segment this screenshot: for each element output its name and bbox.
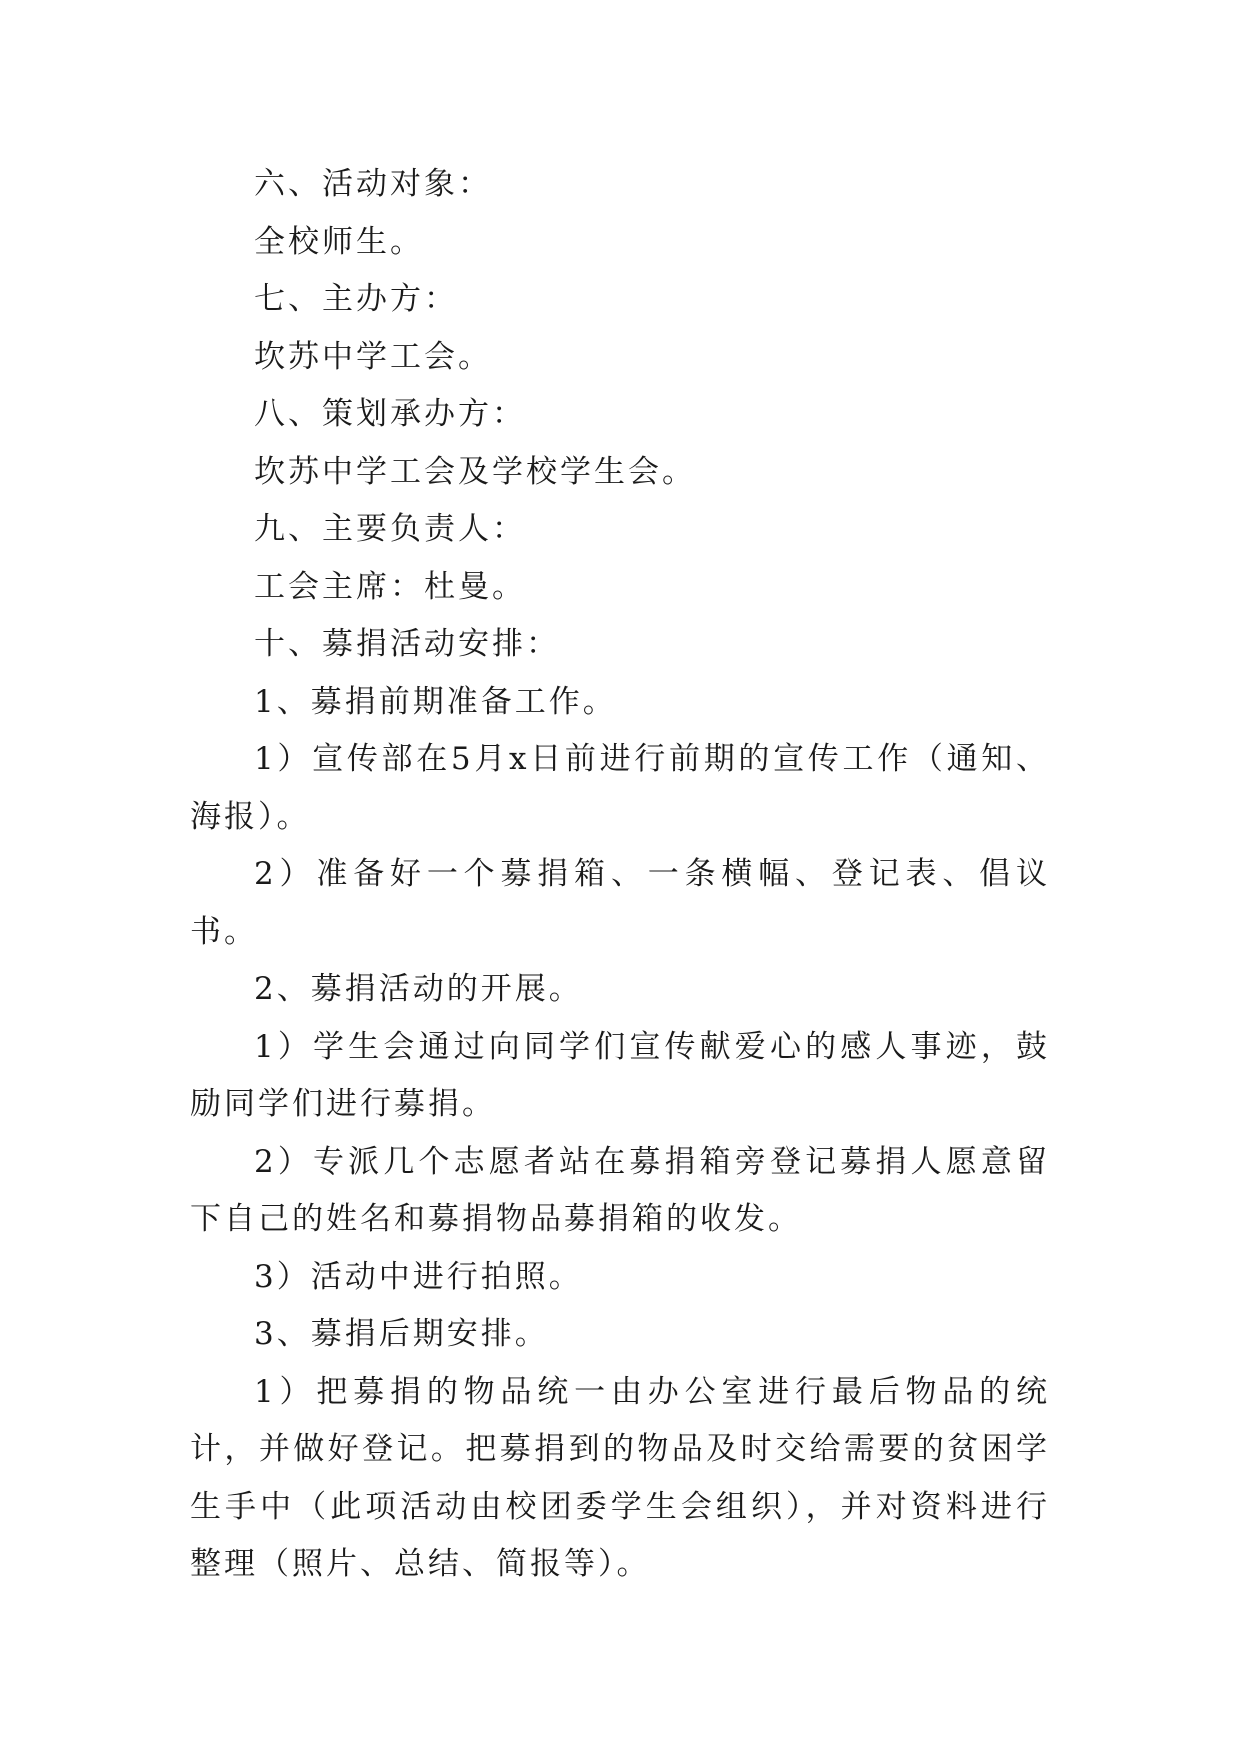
subheading-follow-up: 3、募捐后期安排。	[254, 1316, 549, 1352]
document-body	[190, 156, 1050, 1594]
list-item-photos: 3）活动中进行拍照。	[254, 1258, 583, 1295]
paragraph-activity-target: 全校师生。	[254, 223, 424, 260]
list-item-publicity: 1）宣传部在5月x日前进行前期的宣传工作（通知、海报）。	[190, 741, 1050, 835]
paragraph-person-in-charge: 工会主席：杜曼。	[254, 568, 526, 605]
subheading-execution: 2、募捐活动的开展。	[254, 971, 583, 1007]
list-item-statistics: 1）把募捐的物品统一由办公室进行最后物品的统计，并做好登记。把募捐到的物品及时交给需要的贫困学生手中（此项活动由校团委学生会组织），并对资料进行整理（照片、总结、简报等）。	[190, 1373, 1050, 1582]
section-heading-person-in-charge: 九、主要负责人：	[254, 511, 526, 547]
section-heading-organizer: 七、主办方：	[254, 281, 458, 317]
list-item-student-union: 1）学生会通过向同学们宣传献爱心的感人事迹，鼓励同学们进行募捐。	[190, 1028, 1050, 1122]
paragraph-organizer: 坎苏中学工会。	[254, 338, 492, 375]
list-item-volunteers: 2）专派几个志愿者站在募捐箱旁登记募捐人愿意留下自己的姓名和募捐物品募捐箱的收发。	[190, 1143, 1050, 1237]
subheading-preparation: 1、募捐前期准备工作。	[254, 683, 617, 720]
list-item-materials: 2）准备好一个募捐箱、一条横幅、登记表、倡议书。	[190, 856, 1050, 950]
section-heading-co-organizer: 八、策划承办方：	[254, 396, 526, 432]
section-heading-arrangement: 十、募捐活动安排：	[254, 626, 560, 662]
paragraph-co-organizer: 坎苏中学工会及学校学生会。	[254, 453, 696, 490]
section-heading-activity-target: 六、活动对象：	[254, 166, 492, 202]
